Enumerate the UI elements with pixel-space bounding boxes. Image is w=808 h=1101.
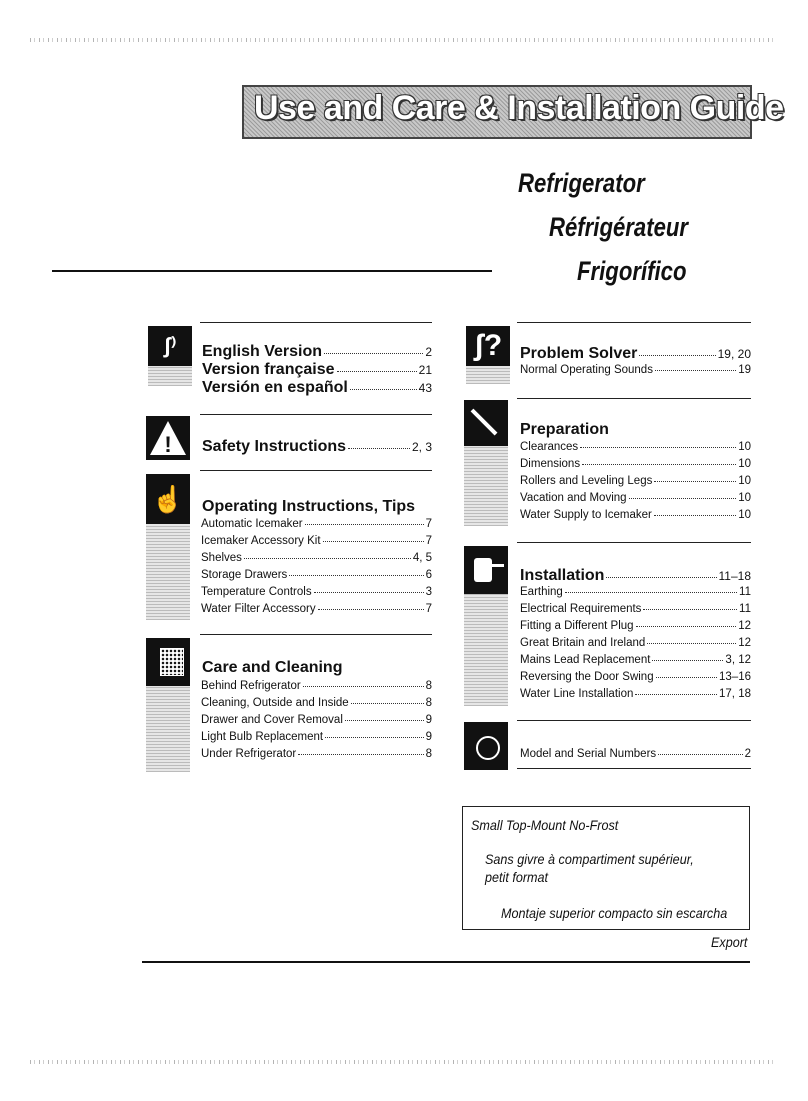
svg-text:!: ! [164, 432, 172, 457]
warning-icon [146, 416, 190, 460]
toc-entry-install-3[interactable]: Great Britain and Ireland 12 [520, 637, 751, 649]
toc-entry-care-0[interactable]: Behind Refrigerator 8 [201, 680, 432, 692]
section-title-preparation: Preparation [520, 421, 609, 438]
toc-entry-care-3[interactable]: Light Bulb Replacement 9 [201, 731, 432, 743]
toc-entry-installation[interactable]: Installation 11–18 [520, 567, 751, 584]
toc-entry-prep-4[interactable]: Water Supply to Icemaker 10 [520, 509, 751, 521]
description-en: Small Top-Mount No-Frost [471, 817, 619, 833]
toc-entry-operating-2[interactable]: Shelves 4, 5 [201, 552, 432, 564]
product-description-box [462, 806, 750, 930]
footer-divider [142, 961, 750, 963]
toc-entry-install-1[interactable]: Electrical Requirements 11 [520, 603, 751, 615]
toc-entry-care-2[interactable]: Drawer and Cover Removal 9 [201, 714, 432, 726]
divider [200, 470, 432, 471]
toc-entry-install-6[interactable]: Water Line Installation 17, 18 [520, 688, 751, 700]
toc-entry-operating-0[interactable]: Automatic Icemaker 7 [201, 518, 432, 530]
toc-entry-prep-0[interactable]: Clearances 10 [520, 441, 751, 453]
globe-speaker-icon: ʃ⁾ [148, 326, 192, 386]
sponge-icon [146, 638, 190, 772]
toc-entry-care-4[interactable]: Under Refrigerator 8 [201, 748, 432, 760]
toc-entry-operating-3[interactable]: Storage Drawers 6 [201, 569, 432, 581]
toc-entry-english[interactable]: English Version 2 [202, 343, 432, 360]
product-name-fr: Réfrigérateur [549, 212, 689, 242]
toc-entry-problem-solver[interactable]: Problem Solver 19, 20 [520, 345, 751, 362]
section-title-operating: Operating Instructions, Tips [202, 498, 416, 515]
toc-entry-spanish[interactable]: Versión en español 43 [202, 379, 432, 396]
section-title-care: Care and Cleaning [202, 659, 343, 676]
scan-speckle-bottom [30, 1060, 775, 1064]
divider [517, 398, 751, 399]
toc-entry-model-serial[interactable]: Model and Serial Numbers 2 [520, 748, 751, 760]
toc-entry-install-4[interactable]: Mains Lead Replacement 3, 12 [520, 654, 751, 666]
toc-entry-prep-1[interactable]: Dimensions 10 [520, 458, 751, 470]
divider [517, 768, 751, 769]
export-label: Export [711, 934, 748, 950]
toc-entry-install-2[interactable]: Fitting a Different Plug 12 [520, 620, 751, 632]
screwdriver-icon [464, 400, 508, 526]
guide-title: Use and Care & Installation Guide [254, 89, 784, 127]
toc-entry-care-1[interactable]: Cleaning, Outside and Inside 8 [201, 697, 432, 709]
toc-entry-install-5[interactable]: Reversing the Door Swing 13–16 [520, 671, 751, 683]
product-name-en: Refrigerator [518, 168, 645, 198]
toc-entry-problem-0[interactable]: Normal Operating Sounds 19 [520, 364, 751, 376]
divider [200, 414, 432, 415]
product-name-es: Frigorífico [577, 256, 687, 286]
description-fr-line2: petit format [485, 869, 549, 885]
description-es: Montaje superior compacto sin escarcha [501, 905, 728, 921]
toc-entry-install-0[interactable]: Earthing 11 [520, 586, 751, 598]
scan-speckle-top [30, 38, 775, 42]
toc-entry-prep-3[interactable]: Vacation and Moving 10 [520, 492, 751, 504]
toc-entry-safety[interactable]: Safety Instructions 2, 3 [202, 438, 432, 455]
toc-entry-operating-1[interactable]: Icemaker Accessory Kit 7 [201, 535, 432, 547]
divider [200, 322, 432, 323]
description-fr-line1: Sans givre à compartiment supérieur, [485, 851, 694, 867]
divider [517, 322, 751, 323]
tag-label-icon [464, 722, 508, 770]
toc-entry-operating-5[interactable]: Water Filter Accessory 7 [201, 603, 432, 615]
question-mark-icon: ʃ? [466, 326, 510, 384]
divider [200, 634, 432, 635]
toc-entry-prep-2[interactable]: Rollers and Leveling Legs 10 [520, 475, 751, 487]
hand-pointing-icon: ☝ [146, 474, 190, 620]
title-banner [242, 85, 784, 139]
toc-entry-french[interactable]: Version française 21 [202, 361, 432, 378]
plug-icon [464, 546, 508, 706]
header-divider [52, 270, 492, 272]
divider [517, 542, 751, 543]
divider [517, 720, 751, 721]
toc-entry-operating-4[interactable]: Temperature Controls 3 [201, 586, 432, 598]
